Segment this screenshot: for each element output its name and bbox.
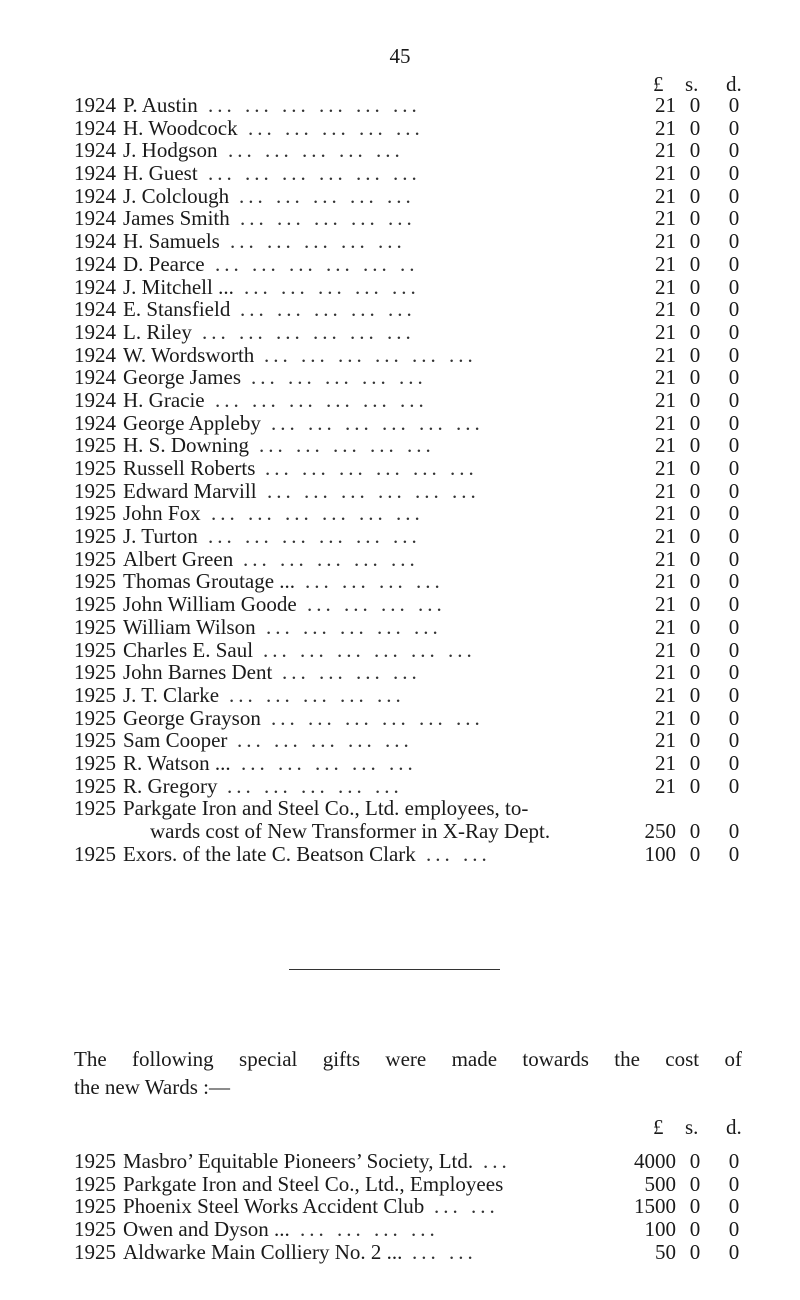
- entry-name: J. T. Clarke: [123, 682, 220, 707]
- entry-year: 1925: [74, 524, 116, 549]
- special-gift-row: [0, 1150, 800, 1173]
- entry-year: 1925: [74, 1239, 116, 1264]
- entry-year: 1925: [74, 546, 116, 571]
- entry-pounds: 100: [644, 841, 676, 866]
- entry-pounds: 21: [655, 456, 676, 480]
- special-gift-row: [0, 1173, 800, 1196]
- entry-year: 1925: [74, 728, 116, 753]
- special-gifts-currency-header: [0, 1116, 800, 1139]
- entry-name: J. Colclough: [123, 183, 230, 208]
- special-gift-row: [0, 1241, 800, 1264]
- entry-pounds: 21: [655, 319, 676, 344]
- entry-name: J. Turton: [123, 524, 198, 549]
- donation-row: [0, 344, 800, 367]
- entry-pounds: 21: [655, 750, 676, 775]
- donation-row: [0, 94, 800, 117]
- leader-dots: ... ... ... ... ... ...: [215, 387, 428, 412]
- entry-year: 1924: [74, 183, 116, 208]
- donation-row: [0, 752, 800, 775]
- donation-row: [0, 707, 800, 730]
- entry-name: P. Austin: [123, 93, 198, 117]
- entry-pounds: 21: [655, 614, 676, 639]
- entry-pence: 0: [728, 274, 740, 299]
- entry-name: Charles E. Saul: [123, 637, 254, 662]
- leader-dots: ... ... ... ...: [305, 569, 444, 594]
- donation-row: [0, 616, 800, 639]
- leader-dots: ... ... ... ... ... ...: [202, 319, 415, 344]
- entry-shillings: 0: [689, 750, 701, 775]
- entry-pence: 0: [728, 1239, 740, 1264]
- leader-dots: ... ... ... ... ... ...: [263, 637, 476, 662]
- entry-pence: 0: [728, 93, 740, 117]
- entry-name: Albert Green: [123, 546, 234, 571]
- entry-shillings: 0: [689, 569, 701, 594]
- entry-name: H. Guest: [123, 161, 198, 186]
- entry-pounds: 21: [655, 546, 676, 571]
- entry-name: George Grayson: [123, 705, 261, 730]
- intro-line-2: the new Wards :—: [74, 1075, 230, 1099]
- entry-pounds: 250: [644, 819, 676, 843]
- leader-dots: ... ... ... ... ... ...: [265, 456, 478, 480]
- donation-row: [0, 207, 800, 230]
- entry-shillings: 0: [689, 682, 701, 707]
- entry-pence: 0: [728, 682, 740, 707]
- entry-name: H. Woodcock: [123, 115, 238, 140]
- leader-dots: ... ... ... ... ...: [229, 682, 405, 707]
- entry-shillings: 0: [689, 319, 701, 344]
- leader-dots: ...: [483, 1149, 511, 1173]
- entry-pence: 0: [728, 614, 740, 639]
- leader-dots: ... ... ... ...: [300, 1217, 439, 1242]
- entry-pounds: 21: [655, 773, 676, 798]
- special-gift-row: [0, 1218, 800, 1241]
- entry-pence: 0: [728, 773, 740, 798]
- entry-pounds: 21: [655, 478, 676, 503]
- donation-row: [0, 185, 800, 208]
- special-gift-row: [0, 1195, 800, 1218]
- entry-name: L. Riley: [123, 319, 192, 344]
- entry-pence: 0: [728, 297, 740, 322]
- entry-name: D. Pearce: [123, 251, 205, 276]
- entry-shillings: 0: [689, 592, 701, 617]
- entry-pence: 0: [728, 319, 740, 344]
- entry-pounds: 21: [655, 229, 676, 254]
- entry-name: George Appleby: [123, 410, 261, 435]
- entry-year: 1924: [74, 319, 116, 344]
- entry-pence: 0: [728, 229, 740, 254]
- leader-dots: ... ... ... ... ...: [228, 138, 404, 163]
- entry-pence: 0: [728, 546, 740, 571]
- leader-dots: ... ...: [434, 1194, 499, 1219]
- entry-pounds: 21: [655, 138, 676, 163]
- donation-row: [0, 253, 800, 276]
- entry-name: Phoenix Steel Works Accident Club: [123, 1194, 425, 1219]
- entry-name: Russell Roberts: [123, 456, 256, 480]
- entry-pence: 0: [728, 410, 740, 435]
- leader-dots: ... ... ... ... ... ...: [208, 93, 421, 117]
- donation-row: [0, 684, 800, 707]
- entry-name: H. S. Downing: [123, 433, 250, 458]
- pence-header: d.: [726, 72, 742, 96]
- entry-year: 1925: [74, 1194, 116, 1219]
- entry-name: E. Stansfield: [123, 297, 231, 322]
- entry-shillings: 0: [689, 1217, 701, 1242]
- entry-shillings: 0: [689, 660, 701, 685]
- entry-pence: 0: [728, 206, 740, 231]
- shillings-header: s.: [685, 1115, 699, 1139]
- entry-pence: 0: [728, 138, 740, 163]
- entry-year: 1924: [74, 93, 116, 117]
- entry-name: John William Goode: [123, 592, 297, 617]
- donation-row: [0, 593, 800, 616]
- donation-row: [0, 412, 800, 435]
- entry-pounds: 21: [655, 115, 676, 140]
- entry-shillings: 0: [689, 206, 701, 231]
- entry-pounds: 21: [655, 501, 676, 526]
- entry-pence: 0: [728, 251, 740, 276]
- entry-pounds: 21: [655, 206, 676, 231]
- entry-name: Sam Cooper: [123, 728, 228, 753]
- entry-shillings: 0: [689, 478, 701, 503]
- entry-name: James Smith: [123, 206, 230, 231]
- entry-pounds: 21: [655, 660, 676, 685]
- donation-row: [0, 366, 800, 389]
- leader-dots: ... ... ... ... ... ...: [208, 524, 421, 549]
- entry-shillings: 0: [689, 728, 701, 753]
- leader-dots: ... ... ... ... ... ...: [211, 501, 424, 526]
- leader-dots: ... ... ... ... ...: [237, 728, 413, 753]
- leader-dots: ... ...: [412, 1239, 477, 1264]
- entry-shillings: 0: [689, 161, 701, 186]
- entry-pounds: 21: [655, 183, 676, 208]
- leader-dots: ... ... ... ... ...: [240, 297, 416, 322]
- entry-pence: 0: [728, 1171, 740, 1196]
- entry-pence: 0: [728, 1194, 740, 1219]
- leader-dots: ... ... ... ...: [307, 592, 446, 617]
- special-gifts-intro: [74, 1045, 742, 1101]
- leader-dots: ... ... ... ... ...: [266, 614, 442, 639]
- entry-pounds: 21: [655, 93, 676, 117]
- donation-row: [0, 117, 800, 140]
- entry-pence: 0: [728, 115, 740, 140]
- entry-pence: 0: [728, 524, 740, 549]
- entry-pence: 0: [728, 1217, 740, 1242]
- shillings-header: s.: [685, 72, 699, 96]
- donation-row: [0, 502, 800, 525]
- leader-dots: ... ... ... ... ... ..: [215, 251, 419, 276]
- entry-shillings: 0: [689, 637, 701, 662]
- entry-pence: 0: [728, 456, 740, 480]
- entry-year: 1924: [74, 274, 116, 299]
- entry-shillings: 0: [689, 501, 701, 526]
- entry-year: 1925: [74, 637, 116, 662]
- entry-pounds: 4000: [634, 1149, 676, 1173]
- entry-year: 1925: [74, 682, 116, 707]
- leader-dots: ... ... ... ...: [282, 660, 421, 685]
- entry-shillings: 0: [689, 614, 701, 639]
- entry-shillings: 0: [689, 841, 701, 866]
- donation-row: [0, 434, 800, 457]
- entry-shillings: 0: [689, 387, 701, 412]
- entry-pounds: 21: [655, 569, 676, 594]
- leader-dots: ... ... ... ... ...: [248, 115, 424, 140]
- donation-row: [0, 321, 800, 344]
- leader-dots: ... ... ... ... ... ...: [271, 705, 484, 730]
- leader-dots: ... ... ... ... ...: [244, 274, 420, 299]
- entry-name: H. Gracie: [123, 387, 205, 412]
- entry-pence: 0: [728, 183, 740, 208]
- entry-year: 1925: [74, 592, 116, 617]
- entry-pounds: 21: [655, 342, 676, 367]
- entry-name: John Barnes Dent: [123, 660, 273, 685]
- entry-pence: 0: [728, 161, 740, 186]
- donation-row-parkgate-cont: [0, 820, 800, 843]
- entry-name: R. Watson ...: [123, 750, 231, 775]
- entry-name: H. Samuels: [123, 229, 220, 254]
- leader-dots: ... ...: [426, 841, 491, 866]
- entry-name-line1: Parkgate Iron and Steel Co., Ltd. employees, to-: [123, 796, 529, 821]
- donation-row: [0, 570, 800, 593]
- leader-dots: ... ... ... ... ...: [230, 229, 406, 254]
- entry-year: 1925: [74, 614, 116, 639]
- entry-year: 1925: [74, 569, 116, 594]
- entry-year: 1925: [74, 750, 116, 775]
- entry-name: William Wilson: [123, 614, 256, 639]
- donation-row: [0, 298, 800, 321]
- entry-pence: 0: [728, 841, 740, 866]
- entry-pence: 0: [728, 660, 740, 685]
- leader-dots: ... ... ... ... ...: [239, 183, 415, 208]
- entry-year: 1924: [74, 251, 116, 276]
- entry-pence: 0: [728, 1149, 740, 1173]
- entry-year: 1925: [74, 1171, 116, 1196]
- entry-shillings: 0: [689, 410, 701, 435]
- entry-year: 1925: [74, 456, 116, 480]
- leader-dots: ... ... ... ... ...: [240, 206, 416, 231]
- entry-year: 1924: [74, 115, 116, 140]
- entry-name: W. Wordsworth: [123, 342, 255, 367]
- donation-row: [0, 230, 800, 253]
- entry-year: 1925: [74, 1149, 116, 1173]
- entry-shillings: 0: [689, 705, 701, 730]
- page-number: 45: [389, 44, 411, 68]
- entry-shillings: 0: [689, 365, 701, 390]
- entry-shillings: 0: [689, 1149, 701, 1173]
- entry-shillings: 0: [689, 456, 701, 480]
- pence-header: d.: [726, 1115, 742, 1139]
- entry-pounds: 21: [655, 728, 676, 753]
- entry-name: J. Mitchell ...: [123, 274, 234, 299]
- entry-year: 1924: [74, 138, 116, 163]
- entry-shillings: 0: [689, 342, 701, 367]
- leader-dots: ... ... ... ... ...: [259, 433, 435, 458]
- entry-name: Thomas Groutage ...: [123, 569, 296, 594]
- entry-shillings: 0: [689, 819, 701, 843]
- donation-row: [0, 389, 800, 412]
- entry-pounds: 21: [655, 592, 676, 617]
- entry-pence: 0: [728, 705, 740, 730]
- entry-pounds: 21: [655, 682, 676, 707]
- entry-pounds: 21: [655, 161, 676, 186]
- entry-name: Edward Marvill: [123, 478, 257, 503]
- entry-name: John Fox: [123, 501, 201, 526]
- entry-pounds: 100: [644, 1217, 676, 1242]
- entry-year: 1925: [74, 501, 116, 526]
- donation-row: [0, 480, 800, 503]
- entry-name: R. Gregory: [123, 773, 218, 798]
- entry-pounds: 1500: [634, 1194, 676, 1219]
- donation-row: [0, 548, 800, 571]
- entry-year: 1925: [74, 705, 116, 730]
- entry-year: 1925: [74, 660, 116, 685]
- intro-line-1: The following special gifts were made towards the cost of: [74, 1047, 742, 1071]
- leader-dots: ... ... ... ... ...: [227, 773, 403, 798]
- entry-shillings: 0: [689, 773, 701, 798]
- entry-pounds: 21: [655, 251, 676, 276]
- donation-row: [0, 162, 800, 185]
- entry-name: George James: [123, 365, 241, 390]
- entry-pounds: 21: [655, 637, 676, 662]
- entry-year: 1925: [74, 1217, 116, 1242]
- donation-row: [0, 276, 800, 299]
- entry-name: Owen and Dyson ...: [123, 1217, 290, 1242]
- entry-year: 1925: [74, 796, 116, 821]
- entry-pounds: 21: [655, 387, 676, 412]
- entry-shillings: 0: [689, 297, 701, 322]
- entry-pence: 0: [728, 365, 740, 390]
- donation-row: [0, 639, 800, 662]
- entry-pounds: 21: [655, 705, 676, 730]
- leader-dots: ... ... ... ... ... ...: [271, 410, 484, 435]
- pounds-header: £: [653, 72, 664, 96]
- entry-year: 1924: [74, 206, 116, 231]
- entry-pounds: 500: [644, 1171, 676, 1196]
- entry-year: 1924: [74, 342, 116, 367]
- leader-dots: ... ... ... ... ... ...: [208, 161, 421, 186]
- leader-dots: ... ... ... ... ...: [241, 750, 417, 775]
- entry-pence: 0: [728, 819, 740, 843]
- entry-name: Masbro’ Equitable Pioneers’ Society, Ltd.: [123, 1149, 474, 1173]
- entry-year: 1924: [74, 365, 116, 390]
- section-divider: [289, 969, 500, 970]
- entry-shillings: 0: [689, 183, 701, 208]
- entry-year: 1925: [74, 841, 116, 866]
- entry-name: Exors. of the late C. Beatson Clark: [123, 841, 416, 866]
- entry-pounds: 21: [655, 274, 676, 299]
- entry-shillings: 0: [689, 1194, 701, 1219]
- entry-pence: 0: [728, 342, 740, 367]
- entry-shillings: 0: [689, 93, 701, 117]
- entry-pounds: 21: [655, 297, 676, 322]
- entry-pounds: 50: [655, 1239, 676, 1264]
- donation-row: [0, 457, 800, 480]
- entry-pence: 0: [728, 387, 740, 412]
- entry-shillings: 0: [689, 546, 701, 571]
- entry-year: 1925: [74, 478, 116, 503]
- entry-pounds: 21: [655, 524, 676, 549]
- entry-shillings: 0: [689, 251, 701, 276]
- leader-dots: ... ... ... ... ... ...: [264, 342, 477, 367]
- entry-name: Parkgate Iron and Steel Co., Ltd., Employees: [123, 1171, 504, 1196]
- entry-shillings: 0: [689, 524, 701, 549]
- entry-pounds: 21: [655, 433, 676, 458]
- leader-dots: ... ... ... ... ... ...: [267, 478, 480, 503]
- entry-name: J. Hodgson: [123, 138, 218, 163]
- entry-pence: 0: [728, 750, 740, 775]
- donation-row-beatson: [0, 843, 800, 866]
- entry-year: 1924: [74, 229, 116, 254]
- donation-row-parkgate: [0, 797, 800, 820]
- entry-name: Aldwarke Main Colliery No. 2 ...: [123, 1239, 403, 1264]
- entry-shillings: 0: [689, 274, 701, 299]
- entry-pence: 0: [728, 501, 740, 526]
- entry-pence: 0: [728, 478, 740, 503]
- entry-year: 1924: [74, 297, 116, 322]
- entry-year: 1925: [74, 773, 116, 798]
- leader-dots: ... ... ... ... ...: [251, 365, 427, 390]
- entry-shillings: 0: [689, 138, 701, 163]
- donation-row: [0, 661, 800, 684]
- entry-pence: 0: [728, 728, 740, 753]
- entry-pence: 0: [728, 569, 740, 594]
- entry-pounds: 21: [655, 410, 676, 435]
- donation-row: [0, 139, 800, 162]
- entry-shillings: 0: [689, 115, 701, 140]
- pounds-header: £: [653, 1115, 664, 1139]
- entry-pence: 0: [728, 433, 740, 458]
- entry-shillings: 0: [689, 1239, 701, 1264]
- entry-shillings: 0: [689, 1171, 701, 1196]
- entry-name-line2: wards cost of New Transformer in X-Ray Dept.: [150, 819, 551, 843]
- entry-shillings: 0: [689, 229, 701, 254]
- donations-list: [0, 94, 800, 865]
- donation-row: [0, 525, 800, 548]
- donation-row: [0, 775, 800, 798]
- entry-year: 1924: [74, 161, 116, 186]
- donation-row: [0, 729, 800, 752]
- entry-year: 1925: [74, 433, 116, 458]
- entry-shillings: 0: [689, 433, 701, 458]
- entry-year: 1924: [74, 410, 116, 435]
- entry-year: 1924: [74, 387, 116, 412]
- leader-dots: ... ... ... ... ...: [243, 546, 419, 571]
- special-gifts-list: [0, 1150, 800, 1263]
- entry-pence: 0: [728, 637, 740, 662]
- entry-pounds: 21: [655, 365, 676, 390]
- entry-pence: 0: [728, 592, 740, 617]
